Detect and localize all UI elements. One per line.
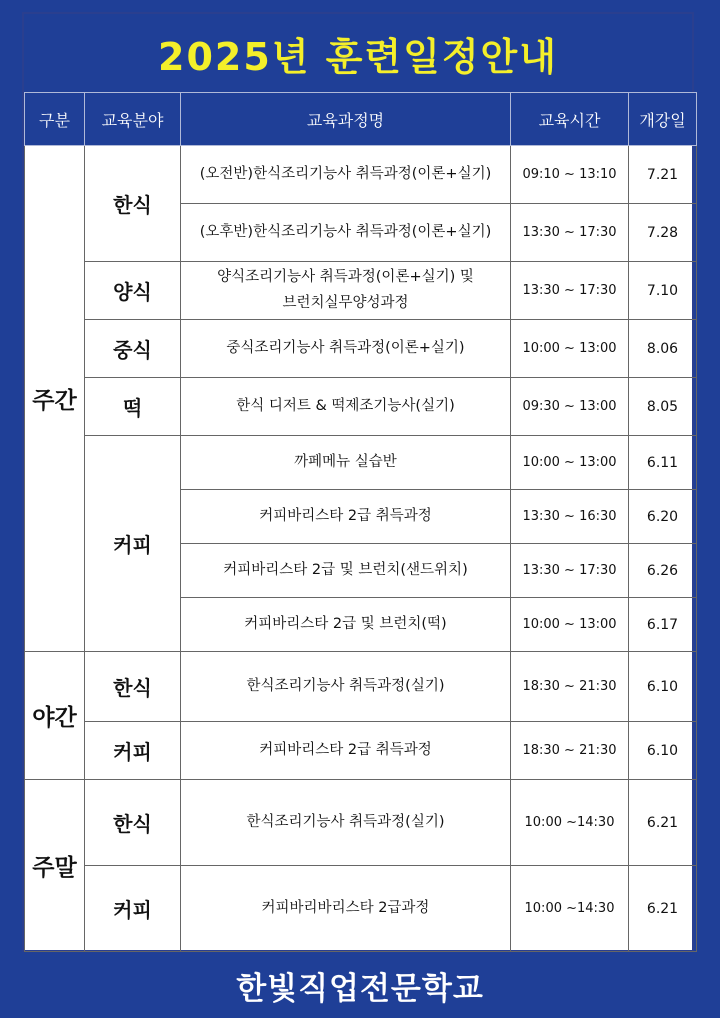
header-row — [25, 93, 697, 146]
table-row — [25, 378, 697, 436]
category-label: 커피 — [85, 866, 181, 952]
table-row — [25, 436, 697, 490]
course-start-date: 8.06 — [629, 320, 697, 378]
course-start-date: 6.21 — [629, 866, 697, 952]
course-start-date: 7.10 — [629, 262, 697, 320]
course-time: 10:00 ~ 13:00 — [511, 436, 629, 490]
course-name: 커피바리스타 2급 취득과정 — [181, 490, 511, 544]
course-time: 09:10 ~ 13:10 — [511, 146, 629, 204]
header-course: 교육과정명 — [181, 93, 511, 146]
course-start-date: 6.10 — [629, 652, 697, 722]
table-row — [25, 866, 697, 952]
course-time: 13:30 ~ 16:30 — [511, 490, 629, 544]
header-time: 교육시간 — [511, 93, 629, 146]
category-label: 한식 — [85, 146, 181, 262]
category-label: 한식 — [85, 780, 181, 866]
section-label: 주말 — [25, 780, 85, 952]
course-time: 13:30 ~ 17:30 — [511, 544, 629, 598]
course-name: 중식조리기능사 취득과정(이론+실기) — [181, 320, 511, 378]
schedule-poster — [22, 12, 694, 952]
category-label: 한식 — [85, 652, 181, 722]
section-label: 주간 — [25, 146, 85, 652]
table-row — [25, 146, 697, 204]
category-label: 중식 — [85, 320, 181, 378]
school-name-footer: 한빛직업전문학교 — [236, 970, 484, 1007]
table-row — [25, 262, 697, 320]
course-time: 18:30 ~ 21:30 — [511, 652, 629, 722]
page-title: 2025년 훈련일정안내 — [158, 34, 558, 79]
course-start-date: 6.11 — [629, 436, 697, 490]
category-label: 커피 — [85, 436, 181, 652]
category-label: 양식 — [85, 262, 181, 320]
course-time: 09:30 ~ 13:00 — [511, 378, 629, 436]
course-name: 한식조리기능사 취득과정(실기) — [181, 652, 511, 722]
table-row — [25, 652, 697, 722]
course-start-date: 7.28 — [629, 204, 697, 262]
table-row — [25, 320, 697, 378]
course-name: 커피바리스타 2급 취득과정 — [181, 722, 511, 780]
table-row — [25, 780, 697, 866]
course-name — [181, 262, 511, 320]
header-field: 교육분야 — [85, 93, 181, 146]
course-start-date: 6.26 — [629, 544, 697, 598]
course-time: 13:30 ~ 17:30 — [511, 262, 629, 320]
course-start-date: 6.20 — [629, 490, 697, 544]
course-name-line2: 브런치실무양성과정 — [282, 294, 409, 311]
category-label: 떡 — [85, 378, 181, 436]
course-start-date: 6.10 — [629, 722, 697, 780]
course-name: (오후반)한식조리기능사 취득과정(이론+실기) — [181, 204, 511, 262]
course-start-date: 6.21 — [629, 780, 697, 866]
course-name: 한식 디저트 & 떡제조기능사(실기) — [181, 378, 511, 436]
course-time: 10:00 ~14:30 — [511, 780, 629, 866]
course-name: 커피바리스타 2급 및 브런치(떡) — [181, 598, 511, 652]
course-start-date: 6.17 — [629, 598, 697, 652]
course-name: 까페메뉴 실습반 — [181, 436, 511, 490]
course-name: 커피바리스타 2급 및 브런치(샌드위치) — [181, 544, 511, 598]
section-label: 야간 — [25, 652, 85, 780]
category-label: 커피 — [85, 722, 181, 780]
course-time: 13:30 ~ 17:30 — [511, 204, 629, 262]
course-time: 10:00 ~14:30 — [511, 866, 629, 952]
course-time: 10:00 ~ 13:00 — [511, 598, 629, 652]
table-row — [25, 722, 697, 780]
course-start-date: 8.05 — [629, 378, 697, 436]
course-time: 10:00 ~ 13:00 — [511, 320, 629, 378]
course-name: (오전반)한식조리기능사 취득과정(이론+실기) — [181, 146, 511, 204]
course-name: 커피바리바리스타 2급과정 — [181, 866, 511, 952]
header-start: 개강일 — [629, 93, 697, 146]
course-time: 18:30 ~ 21:30 — [511, 722, 629, 780]
title-bar — [24, 14, 692, 92]
course-name-line1: 양식조리기능사 취득과정(이론+실기) 및 — [217, 269, 474, 286]
course-name: 한식조리기능사 취득과정(실기) — [181, 780, 511, 866]
header-division: 구분 — [25, 93, 85, 146]
course-start-date: 7.21 — [629, 146, 697, 204]
schedule-table — [24, 92, 697, 952]
